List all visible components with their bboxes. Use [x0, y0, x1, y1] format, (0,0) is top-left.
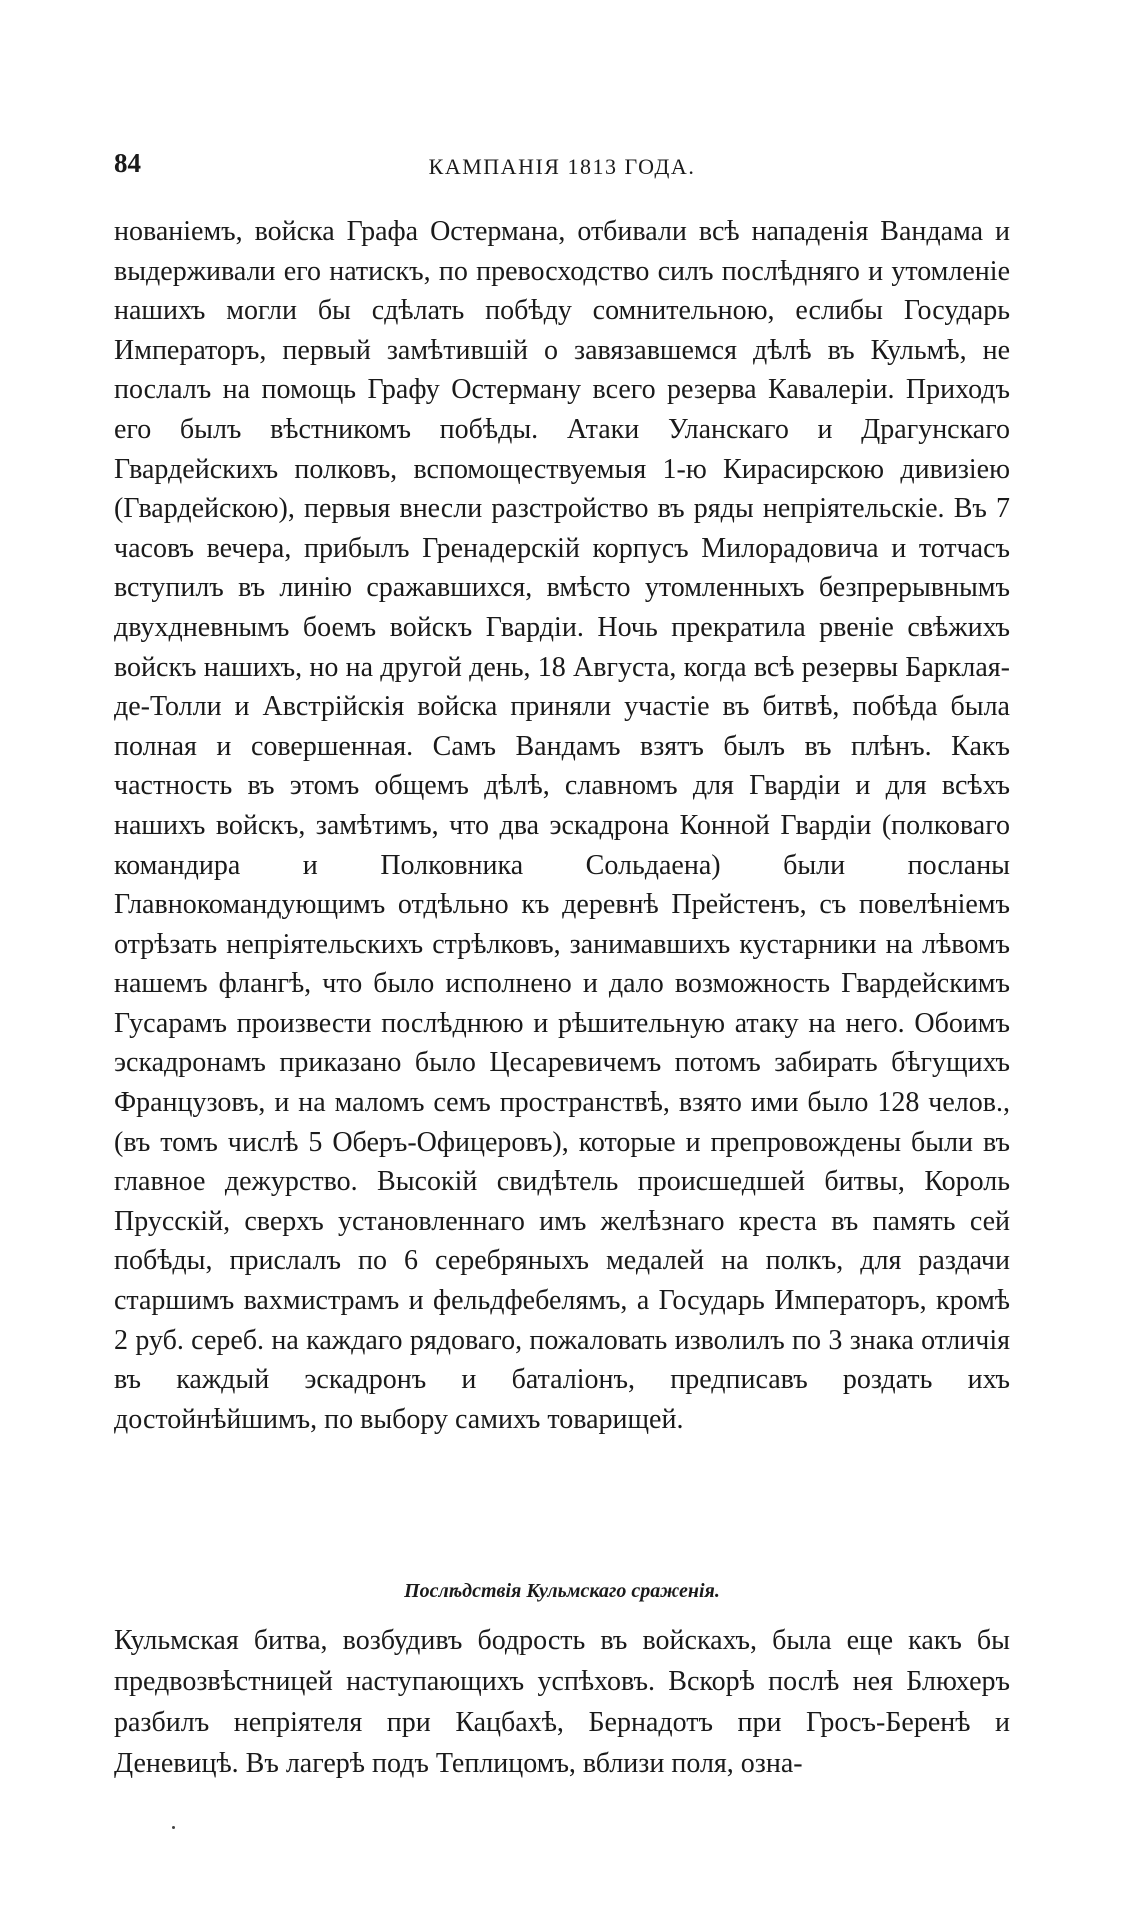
page-header	[114, 148, 1010, 184]
main-text-block	[114, 212, 1010, 1439]
section-text-block	[114, 1620, 1010, 1784]
section-paragraph: Кульмская битва, возбудивъ бодрость въ войскахъ, была еще какъ бы предвозвѣстницей наступающихъ успѣховъ. Вскорѣ послѣ нея Блюхеръ разбилъ непріятеля при Кацбахѣ, Бернадотъ при Гросъ-Беренѣ и Деневицѣ. Въ лагерѣ подъ Теплицомъ, вблизи поля, озна-	[114, 1625, 1010, 1779]
scan-speck	[172, 1826, 175, 1829]
page-number: 84	[114, 148, 141, 178]
running-title: КАМПАНІЯ 1813 ГОДА.	[428, 154, 696, 179]
main-paragraph: нованіемъ, войска Графа Остермана, отбивали всѣ нападенія Вандама и выдерживали его натискъ, по превосходство силъ послѣдняго и утомленіе нашихъ могли бы сдѣлать побѣду сомнительною, еслибы Государь Императоръ, первый замѣтившій о завязавшемся дѣлѣ въ Кульмѣ, не послалъ на помощь Графу Остерману всего резерва Кавалеріи. Приходъ его былъ вѣстникомъ побѣды. Атаки Уланскаго и Драгунскаго Гвардейскихъ полковъ, вспомоществуемыя 1-ю Кирасирскою дивизіею (Гвардейскою), первыя внесли разстройство въ ряды непріятельскіе. Въ 7 часовъ вечера, прибылъ Гренадерскій корпусъ Милорадовича и тотчасъ вступилъ въ линію сражавшихся, вмѣсто утомленныхъ безпрерывнымъ двухдневнымъ боемъ войскъ Гвардіи. Ночь прекратила рвеніе свѣжихъ войскъ нашихъ, но на другой день, 18 Августа, когда всѣ резервы Барклая-де-Толли и Австрійскія войска приняли участіе въ битвѣ, побѣда была полная и совершенная. Самъ Вандамъ взятъ былъ въ плѣнъ. Какъ частность въ этомъ общемъ дѣлѣ, славномъ для Гвардіи и для всѣхъ нашихъ войскъ, замѣтимъ, что два эскадрона Конной Гвардіи (полковаго командира и Полковника Сольдаена) были посланы Главнокомандующимъ отдѣльно къ деревнѣ Прейстенъ, съ повелѣніемъ отрѣзать непріятельскихъ стрѣлковъ, занимавшихъ кустарники на лѣвомъ нашемъ флангѣ, что было исполнено и дало возможность Гвардейскимъ Гусарамъ произвести послѣднюю и рѣшительную атаку на него. Обоимъ эскадронамъ приказано было Цесаревичемъ потомъ забирать бѣгущихъ Французовъ, и на маломъ семъ пространствѣ, взято ими было 128 челов., (въ томъ числѣ 5 Оберъ-Офицеровъ), которые и препровождены были въ главное дежурство. Высокій свидѣтель происшедшей битвы, Король Прусскій, сверхъ установленнаго имъ желѣзнаго креста въ память сей побѣды, прислалъ по 6 серебряныхъ медалей на полкъ, для раздачи старшимъ вахмистрамъ и фельдфебелямъ, а Государь Императоръ, кромѣ 2 руб. сереб. на каждаго рядоваго, пожаловать изволилъ по 3 знака отличія въ каждый эскадронъ и баталіонъ, предписавъ роздать ихъ достойнѣйшимъ, по выбору самихъ товарищей.	[114, 216, 1010, 1435]
section-heading: Послѣдствія Кульмскаго сраженія.	[404, 1580, 720, 1602]
